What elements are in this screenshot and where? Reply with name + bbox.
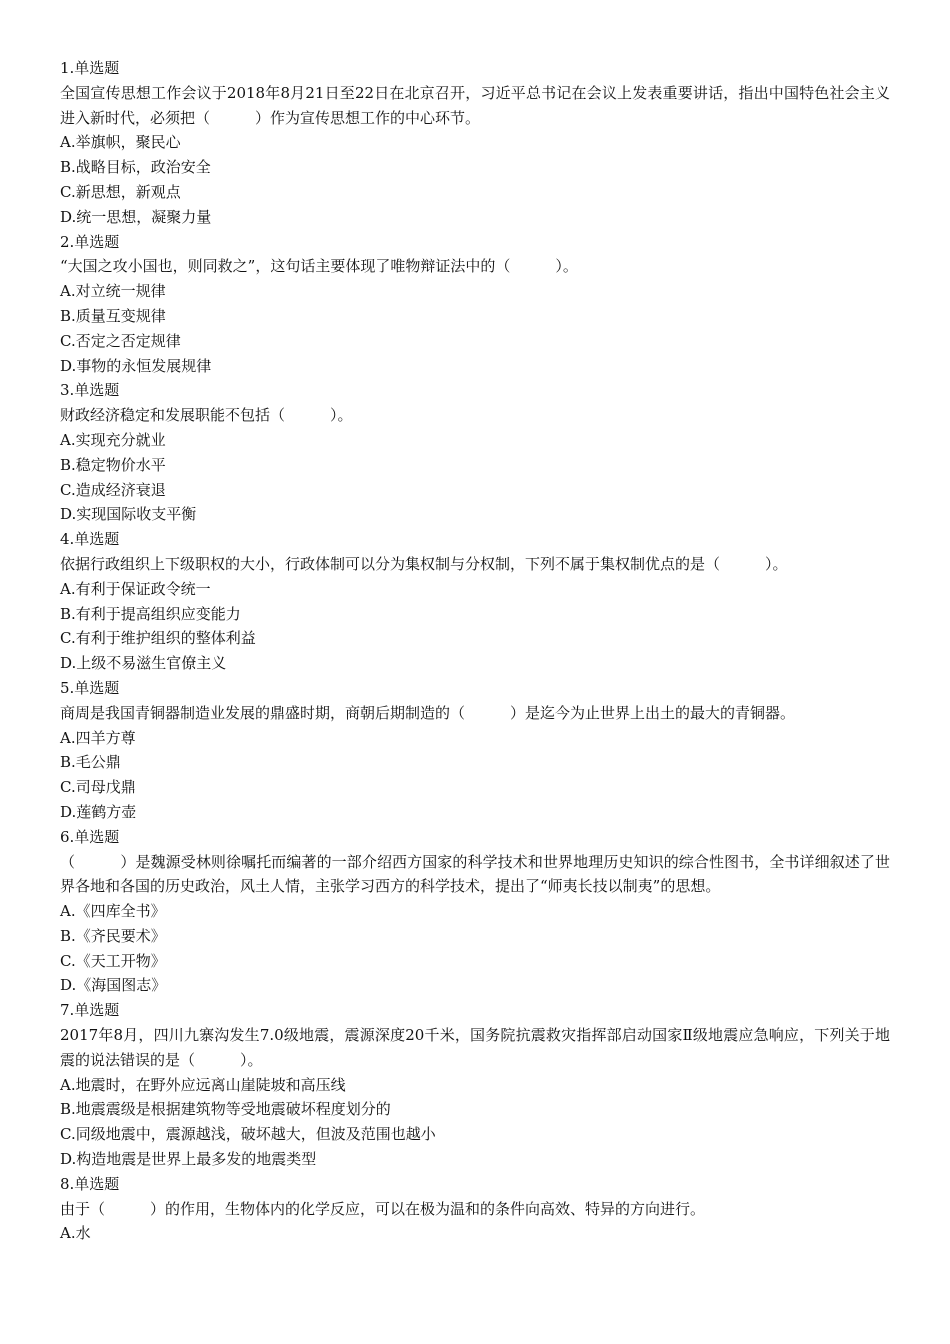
option-d: D.《海国图志》	[60, 976, 167, 995]
option-b: B.地震震级是根据建筑物等受地震破坏程度划分的	[60, 1100, 391, 1119]
question-2	[60, 230, 890, 379]
question-stem: 2017年8月，四川九寨沟发生7.0级地震，震源深度20千米，国务院抗震救灾指挥部启动国家Ⅱ级地震应急响应，下列关于地震的说法错误的是（ ）。	[60, 1026, 890, 1069]
option-a: A.《四库全书》	[60, 902, 166, 921]
option-d: D.实现国际收支平衡	[60, 505, 197, 524]
question-stem: 全国宣传思想工作会议于2018年8月21日至22日在北京召开，习近平总书记在会议上发表重要讲话，指出中国特色社会主义进入新时代，必须把（ ）作为宣传思想工作的中心环节。	[60, 83, 890, 127]
question-5	[60, 676, 890, 825]
question-header: 2.单选题	[60, 232, 120, 251]
question-stem: 财政经济稳定和发展职能不包括（ ）。	[60, 406, 353, 425]
question-stem: 由于（ ）的作用，生物体内的化学反应，可以在极为温和的条件向高效、特异的方向进行。	[60, 1199, 706, 1218]
option-b: B.毛公鼎	[60, 753, 121, 772]
option-c: C.司母戊鼎	[60, 778, 136, 797]
option-b: B.质量互变规律	[60, 306, 166, 325]
option-a: A.实现充分就业	[60, 430, 166, 449]
option-a: A.水	[60, 1224, 91, 1243]
option-c: C.造成经济衰退	[60, 480, 166, 499]
option-c: C.新思想，新观点	[60, 182, 181, 201]
question-header: 7.单选题	[60, 1001, 120, 1020]
question-stem: 商周是我国青铜器制造业发展的鼎盛时期，商朝后期制造的（ ）是迄今为止世界上出土的最大的青铜器。	[60, 703, 796, 722]
question-1	[60, 56, 890, 230]
question-stem: 依据行政组织上下级职权的大小，行政体制可以分为集权制与分权制，下列不属于集权制优点的是（ ）。	[60, 554, 788, 573]
option-d: D.事物的永恒发展规律	[60, 356, 212, 375]
question-header: 8.单选题	[60, 1174, 120, 1193]
question-header: 1.单选题	[60, 59, 120, 77]
option-d: D.上级不易滋生官僚主义	[60, 654, 227, 673]
question-stem: （ ）是魏源受林则徐嘱托而编著的一部介绍西方国家的科学技术和世界地理历史知识的综合性图书，全书详细叙述了世界各地和各国的历史政治，风土人情，主张学习西方的科学技术，提出了“师夷长技以制夷”的思想。	[60, 852, 890, 896]
option-c: C.有利于维护组织的整体利益	[60, 629, 256, 648]
option-d: D.统一思想，凝聚力量	[60, 207, 212, 226]
question-8	[60, 1172, 890, 1246]
option-d: D.莲鹤方壶	[60, 802, 137, 821]
option-b: B.有利于提高组织应变能力	[60, 604, 241, 623]
exam-document	[60, 56, 890, 1246]
option-a: A.有利于保证政令统一	[60, 579, 211, 598]
question-3	[60, 378, 890, 527]
option-a: A.四羊方尊	[60, 728, 136, 747]
question-4	[60, 527, 890, 676]
question-header: 4.单选题	[60, 530, 120, 549]
option-b: B.《齐民要术》	[60, 926, 166, 945]
question-header: 3.单选题	[60, 381, 120, 400]
option-c: C.《天工开物》	[60, 951, 166, 970]
question-stem: “大国之攻小国也，则同救之”，这句话主要体现了唯物辩证法中的（ ）。	[60, 257, 578, 276]
option-c: C.同级地震中，震源越浅，破坏越大，但波及范围也越小	[60, 1125, 436, 1144]
option-d: D.构造地震是世界上最多发的地震类型	[60, 1150, 317, 1169]
option-a: A.对立统一规律	[60, 282, 166, 301]
question-7	[60, 998, 890, 1172]
question-header: 6.单选题	[60, 827, 120, 846]
question-6	[60, 825, 890, 999]
option-b: B.战略目标，政治安全	[60, 158, 211, 177]
option-c: C.否定之否定规律	[60, 331, 181, 350]
option-b: B.稳定物价水平	[60, 455, 166, 474]
option-a: A.举旗帜，聚民心	[60, 133, 181, 152]
option-a: A.地震时，在野外应远离山崖陡坡和高压线	[60, 1075, 346, 1094]
question-header: 5.单选题	[60, 678, 120, 697]
